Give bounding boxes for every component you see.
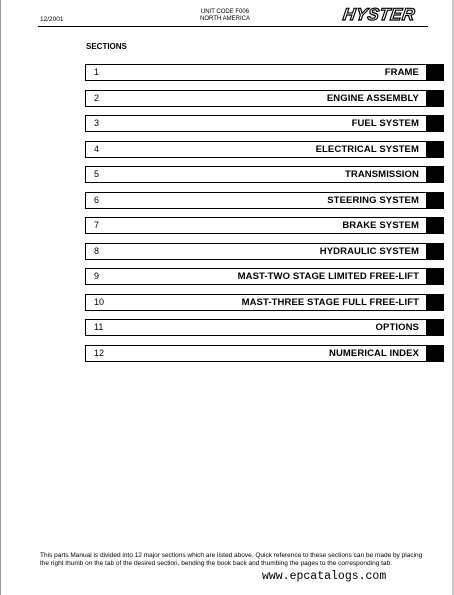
thumb-tab[interactable] xyxy=(426,166,444,183)
thumb-tab[interactable] xyxy=(426,141,444,158)
section-number: 12 xyxy=(94,347,105,358)
section-number: 7 xyxy=(94,220,100,230)
section-number: 11 xyxy=(94,322,104,332)
section-row-4[interactable] xyxy=(85,141,444,158)
unit-code: UNIT CODE F006 xyxy=(200,9,250,15)
page-left-edge xyxy=(0,0,1,595)
unit-code-block xyxy=(175,9,275,23)
section-name: ELECTRICAL SYSTEM xyxy=(315,143,419,155)
section-row-6[interactable] xyxy=(85,192,444,209)
section-name: STEERING SYSTEM xyxy=(327,194,419,206)
section-row-1[interactable] xyxy=(85,64,444,81)
thumb-tab[interactable] xyxy=(426,192,444,209)
section-number: 10 xyxy=(94,296,105,307)
thumb-tab[interactable] xyxy=(426,345,444,362)
sections-title: SECTIONS xyxy=(86,42,127,51)
section-name: OPTIONS xyxy=(375,322,419,333)
section-number: 4 xyxy=(94,143,100,154)
section-row-12[interactable] xyxy=(85,345,444,362)
section-row-9[interactable] xyxy=(85,268,444,285)
thumb-tab[interactable] xyxy=(426,90,444,107)
section-name: BRAKE SYSTEM xyxy=(342,220,419,231)
section-number: 6 xyxy=(94,194,100,205)
section-name: NUMERICAL INDEX xyxy=(329,347,419,359)
section-row-3[interactable] xyxy=(85,115,444,132)
region: NORTH AMERICA xyxy=(200,16,250,22)
section-name: FUEL SYSTEM xyxy=(351,118,419,129)
section-name: MAST-THREE STAGE FULL FREE-LIFT xyxy=(241,296,419,308)
header-divider xyxy=(38,26,428,27)
section-row-2[interactable] xyxy=(85,90,444,107)
thumb-tab[interactable] xyxy=(426,64,444,81)
section-number: 9 xyxy=(94,271,100,281)
section-row-10[interactable] xyxy=(85,294,444,311)
sections-list xyxy=(85,64,444,370)
section-name: TRANSMISSION xyxy=(344,169,419,180)
section-number: 8 xyxy=(94,245,100,256)
section-row-11[interactable] xyxy=(85,319,444,336)
section-name: ENGINE ASSEMBLY xyxy=(326,92,419,104)
section-number: 2 xyxy=(94,92,100,103)
section-row-8[interactable] xyxy=(85,243,444,260)
thumb-tab[interactable] xyxy=(426,319,444,336)
section-name: FRAME xyxy=(384,67,419,78)
section-number: 3 xyxy=(94,118,100,128)
section-name: MAST-TWO STAGE LIMITED FREE-LIFT xyxy=(237,271,419,282)
thumb-tab[interactable] xyxy=(426,268,444,285)
thumb-tab[interactable] xyxy=(426,115,444,132)
watermark: www.epcatalogs.com xyxy=(262,570,387,583)
section-number: 1 xyxy=(94,67,100,77)
section-row-7[interactable] xyxy=(85,217,444,234)
section-number: 5 xyxy=(94,169,100,179)
manual-description: This parts Manual is divided into 12 major sections which are listed above. Quick reference to these sections can be made by placing the right thumb on the tab of the desired section, bending the book back and thumbing the pages to the corresponding tab. xyxy=(40,552,423,567)
print-date: 12/2001 xyxy=(40,16,64,23)
section-row-5[interactable] xyxy=(85,166,444,183)
thumb-tab[interactable] xyxy=(426,294,444,311)
section-name: HYDRAULIC SYSTEM xyxy=(319,245,419,257)
thumb-tab[interactable] xyxy=(426,217,444,234)
thumb-tab[interactable] xyxy=(426,243,444,260)
hyster-logo: HYSTER xyxy=(341,5,417,24)
